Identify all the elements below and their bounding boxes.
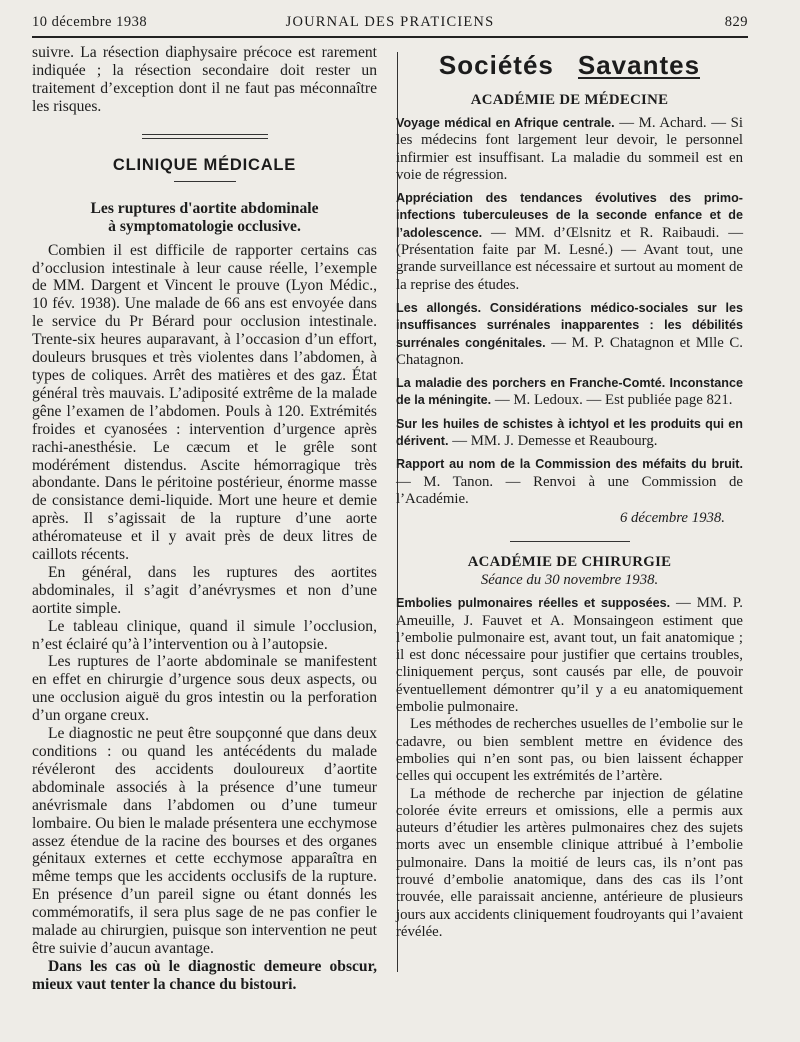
- session-date: 6 décembre 1938.: [619, 510, 725, 527]
- page-number: 829: [724, 14, 748, 30]
- paragraph: Combien il est difficile de rapporter certains cas d’occlusion intestinale à leur cause réelle, l’exemple de MM. Dargent et Vincent le prouve (Lyon Médic., 10 fév. 1938). Une malade de 66 ans est envoyée dans le service du Pr Bérard pour occlusion intestinale. Trente-six heures auparavant, à l’occasion d’un effort, douleurs brusques et très violentes dans l’abdomen, à types de coliques. Arrêt des matières et des gaz. État général très mauvais. L’adiposité extrême de la malade gêne l’examen de l’abdomen. Pouls à 120. Extrémités froides et cyanosées : intervention d’urgence après rachi-anesthésie. Le cæcum et le grêle sont modérément distendus. Ascite hémorragique très abondante. Dans le péritoine postérieur, énorme masse de consistance demi-liquide. Mort une heure et demie après. Il s’agissait de la rupture d’une aorte athéromateuse et il y avait près de deux litres de caillots récents.: [32, 241, 377, 564]
- entry-title: La maladie des porchers en Franche-Comté. Inconstance de la méningite.: [396, 376, 743, 408]
- report-entry: [396, 595, 743, 716]
- entry-text: — MM. J. Demesse et Reaubourg.: [448, 433, 658, 450]
- section-title: CLINIQUE MÉDICALE: [112, 155, 297, 174]
- section-divider: [510, 541, 630, 542]
- article-title-line-1: Les ruptures d'aortite abdominale: [90, 199, 319, 217]
- header-rule: [32, 36, 748, 38]
- report-entry: [396, 375, 743, 410]
- report-entry: [396, 115, 743, 184]
- paragraph: Les méthodes de recherches usuelles de l’embolie sur le cadavre, ou bien semblent mettre en évidence des embolies qui n’en sont pas, ou bien laissent échapper celles qui occupent les extrémités de l’artère.: [396, 716, 743, 785]
- report-entry: [396, 416, 743, 451]
- report-entry: [396, 456, 743, 508]
- entry-text: — M. Achard. — Si les médecins font largement leur devoir, le personnel infirmier est insuffisant. La maladie du sommeil est en voie de régression.: [396, 115, 743, 183]
- savantes-word: Savantes: [577, 50, 701, 80]
- entry-title: Les allongés. Considérations médico-sociales sur les insuffisances surrénales inapparentes : les débilités surrénales congénitales.: [396, 300, 743, 350]
- entry-text: — MM. d’Œlsnitz et R. Raibaudi. — (Présentation faite par M. Lesné.) — Avant tout, une grande surveillance est nécessaire et surtout au moment de la reprise des études.: [396, 224, 743, 293]
- section-rule: [174, 181, 236, 182]
- right-column: [396, 44, 743, 941]
- entry-text: — M. Tanon. — Renvoi à une Commission de l’Académie.: [396, 473, 743, 507]
- paragraph: En général, dans les ruptures des aortites abdominales, il s’agit d’anévrysmes et non d’une aortite simple.: [32, 563, 377, 617]
- entry-text: — MM. P. Ameuille, J. Fauvet et A. Monsaingeon estiment que l’embolie pulmonaire est, avant tout, un fait anatomique ; il est donc nécessaire pour justifier que certains troubles, cliniquement perçus, sont causés par elle, de pouvoir éventuellement démontrer qu’il y a eu anatomiquement embolie pulmonaire.: [396, 595, 743, 716]
- section-title-societes: [396, 50, 743, 80]
- academy-heading: ACADÉMIE DE MÉDECINE: [470, 92, 669, 108]
- entry-title: Rapport au nom de la Commission des méfaits du bruit.: [396, 457, 743, 472]
- report-entry: [396, 300, 743, 369]
- session-line: Séance du 30 novembre 1938.: [480, 572, 659, 589]
- article-title: [32, 200, 377, 236]
- societes-word: Sociétés: [438, 50, 554, 80]
- section-double-rule: [142, 134, 268, 139]
- paragraph: La méthode de recherche par injection de gélatine colorée évite erreurs et omissions, elle a permis aux auteurs d’étudier les artères pulmonaires chez des sujets morts avec un ensemble clinique attribué à l’embolie pulmonaire. Dans la moitié de leurs cas, ils n’ont pas trouvé d’embolie anatomique, dans des cas ils l’ont trouvée, elle paraissait ancienne, antérieure de plusieurs jours aux accidents cliniquement foudroyants qui l’avaient révélée.: [396, 785, 743, 940]
- article-body: [32, 242, 377, 994]
- journal-name: JOURNAL DES PRATICIENS: [285, 14, 495, 30]
- entry-title: Embolies pulmonaires réelles et supposées.: [396, 596, 671, 611]
- paragraph: Le tableau clinique, quand il simule l’occlusion, n’est éclairé qu’à l’intervention ou à l’autopsie.: [32, 617, 377, 653]
- article-title-line-2: à symptomatologie occlusive.: [108, 217, 301, 235]
- issue-date: 10 décembre 1938: [32, 14, 148, 30]
- final-paragraph: Dans les cas où le diagnostic demeure obscur, mieux vaut tenter la chance du bistouri.: [32, 957, 377, 993]
- entry-title: Sur les huiles de schistes à ichtyol et les produits qui en dérivent.: [396, 416, 743, 449]
- entry-text: — M. P. Chatagnon et Mlle C. Chatagnon.: [396, 334, 743, 368]
- report-entry: [396, 190, 743, 294]
- continued-paragraph: suivre. La résection diaphysaire précoce est rarement indiquée ; la résection secondaire doit rester un traitement d’exception dont il ne faut pas méconnaître les risques.: [32, 44, 377, 115]
- paragraph: Le diagnostic ne peut être soupçonné que dans deux conditions : ou quand les antécédents du malade révéleront des accidents douloureux d’aortite abdominale associés à la présence d’une tumeur anévrismale dans l’abdomen ou d’une tumeur lombaire. Ou bien le malade présentera une ecchymose assez étendue de la racine des bourses et des organes génitaux externes et cette ecchymose apparaîtra en même temps que les accidents occlusifs de la rupture. En présence d’un pareil signe ou étant donnés les commémoratifs, il sera plus sage de ne pas confier le malade au chirurgien, puisque son intervention ne peut être suivie d’aucun avantage.: [32, 725, 377, 957]
- academy-heading: ACADÉMIE DE CHIRURGIE: [467, 554, 672, 571]
- left-column: [32, 44, 377, 994]
- entry-text: — M. Ledoux. — Est publiée page 821.: [491, 392, 733, 409]
- paragraph: Les ruptures de l’aorte abdominale se manifestent en effet en chirurgie d’urgence sous deux aspects, ou une occlusion aiguë du gros intestin ou la perforation d’un organe creux.: [32, 653, 377, 725]
- entry-title: Voyage médical en Afrique centrale.: [396, 116, 615, 130]
- entry-title: Appréciation des tendances évolutives des primo-infections tuberculeuses de la seconde enfance et de l’adolescence.: [396, 191, 743, 240]
- running-header: [32, 14, 748, 34]
